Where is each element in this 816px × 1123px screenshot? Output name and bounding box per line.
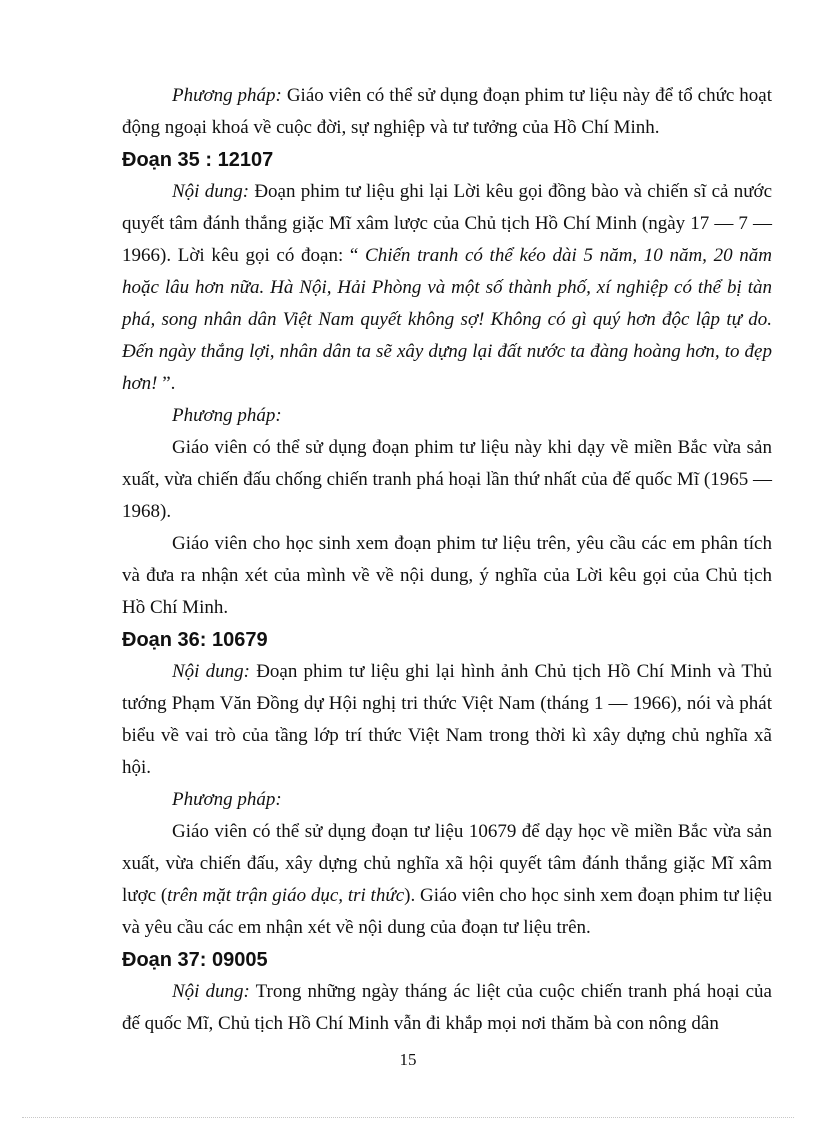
page-number: 15 — [399, 1050, 417, 1069]
quote-text: Chiến tranh có thể kéo dài 5 năm, 10 năm, 20 năm hoặc lâu hơn nữa. Hà Nội, Hải Phòng và một số thành phố, xí nghiệp có thể bị tàn phá, song nhân dân Việt Nam quyết không sợ! Không có gì quý hơn độc lập tự do. Đến ngày thắng lợi, nhân dân ta sẽ xây dựng lại đất nước ta đàng hoàng hơn, to đẹp hơn! — [122, 245, 772, 394]
paragraph-text: Đoạn phim tư liệu ghi lại hình ảnh Chủ tịch Hồ Chí Minh và Thủ tướng Phạm Văn Đồng dự Hội nghị tri thức Việt Nam (tháng 1 — 1966), nói và phát biểu về vai trò của tầng lớp trí thức Việt Nam trong thời kì xây dựng chủ nghĩa xã hội. — [122, 661, 772, 778]
paragraph-text: Giáo viên có thể sử dụng đoạn phim tư liệu này để tổ chức hoạt động ngoại khoá về cuộc đời, sự nghiệp và tư tưởng của Hồ Chí Minh. — [122, 85, 772, 138]
paragraph-method-36 — [122, 816, 772, 944]
paragraph-method-35a: Giáo viên có thể sử dụng đoạn phim tư liệu này khi dạy về miền Bắc vừa sản xuất, vừa chiến đấu chống chiến tranh phá hoại lần thứ nhất của đế quốc Mĩ (1965 — 1968). — [122, 437, 772, 522]
label-phuong-phap: Phương pháp: — [172, 85, 282, 106]
page-body — [122, 80, 772, 1040]
paragraph-noi-dung-36 — [122, 656, 772, 784]
heading-doan-36: Đoạn 36: 10679 — [122, 629, 268, 651]
paragraph-phuong-phap-1 — [122, 80, 772, 144]
heading-doan-35: Đoạn 35 : 12107 — [122, 149, 274, 171]
label-phuong-phap: Phương pháp: — [172, 789, 282, 810]
heading-doan-37: Đoạn 37: 09005 — [122, 949, 268, 971]
quote-close: ”. — [157, 373, 176, 394]
paragraph-method-35b: Giáo viên cho học sinh xem đoạn phim tư liệu trên, yêu cầu các em phân tích và đưa ra nhận xét của mình về về nội dung, ý nghĩa của Lời kêu gọi của Chủ tịch Hồ Chí Minh. — [122, 533, 772, 618]
label-noi-dung: Nội dung: — [172, 181, 250, 202]
label-noi-dung: Nội dung: — [172, 661, 250, 682]
paragraph-text: Trong những ngày tháng ác liệt của cuộc chiến tranh phá hoại của đế quốc Mĩ, Chủ tịch Hồ Chí Minh vẫn đi khắp mọi nơi thăm bà con nông dân — [122, 981, 772, 1034]
label-noi-dung: Nội dung: — [172, 981, 250, 1002]
paragraph-noi-dung-37 — [122, 976, 772, 1040]
paragraph-tail: ). Giáo viên cho học sinh xem đoạn phim tư liệu và yêu cầu các em nhận xét về nội dung của đoạn tư liệu trên. — [122, 885, 772, 938]
label-phuong-phap: Phương pháp: — [172, 405, 282, 426]
paragraph-text: Đoạn phim tư liệu ghi lại Lời kêu gọi đồng bào và chiến sĩ cả nước quyết tâm đánh thắng giặc Mĩ xâm lược của Chủ tịch Hồ Chí Minh (ngày 17 — 7 — 1966). Lời kêu gọi có đoạn: “ — [122, 181, 772, 266]
paragraph-noi-dung-35 — [122, 176, 772, 400]
paragraph-text: Giáo viên có thể sử dụng đoạn tư liệu 10679 để dạy học về miền Bắc vừa sản xuất, vừa chiến đấu, xây dựng chủ nghĩa xã hội quyết tâm đánh thắng giặc Mĩ xâm lược ( — [122, 821, 772, 906]
text-flow — [122, 80, 772, 1040]
label-phuong-phap-35 — [122, 400, 772, 432]
label-phuong-phap-36 — [122, 784, 772, 816]
italic-note: trên mặt trận giáo dục, tri thức — [167, 885, 405, 906]
page-bottom-divider — [22, 1117, 794, 1118]
